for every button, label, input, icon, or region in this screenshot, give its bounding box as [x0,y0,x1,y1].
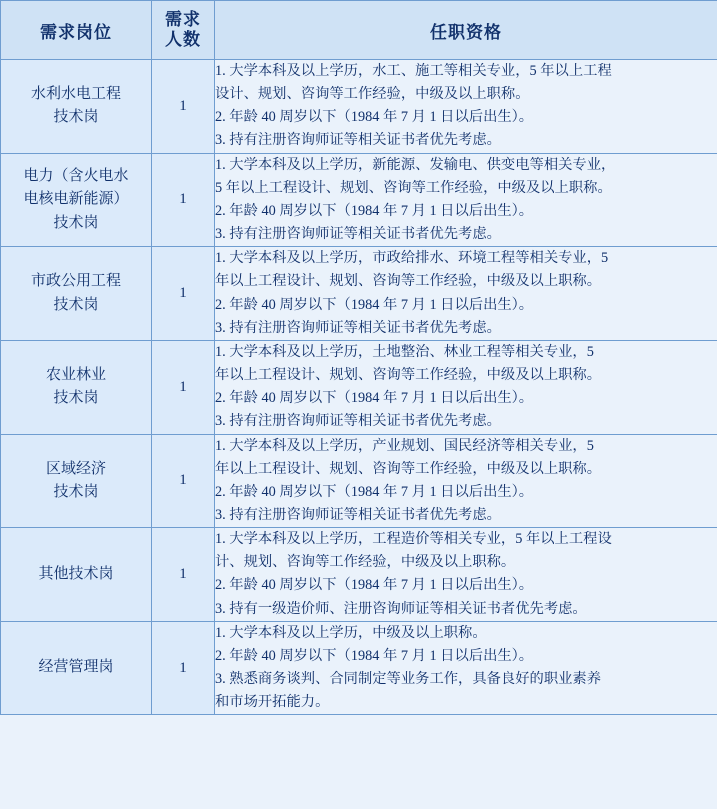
table-row [1,153,717,247]
post-line: 技术岗 [53,214,99,231]
post-line: 其他技术岗 [38,565,114,582]
post-line: 经营管理岗 [38,659,114,676]
post-line: 电核电新能源） [23,191,129,208]
cell-post [1,153,152,247]
column-header-qualification: 任职资格 [215,1,717,60]
post-line: 水利水电工程 [30,86,121,103]
cell-count: 1 [152,60,215,154]
table-row [1,247,717,341]
qualification-line: 年以上工程设计、规划、咨询等工作经验，中级及以上职称。 [215,273,602,290]
post-line: 技术岗 [53,296,99,313]
qualification-line: 1. 大学本科及以上学历，市政给排水、环境工程等相关专业，5 [215,250,609,267]
cell-count: 1 [152,434,215,528]
post-line: 电力（含火电水 [23,168,129,185]
column-header-count-line1: 需求 [165,10,201,30]
qualification-line: 3. 熟悉商务谈判、合同制定等业务工作，具备良好的职业素养 [215,671,602,688]
cell-post [1,60,152,154]
qualification-line: 2. 年龄 40 周岁以下（1984 年 7 月 1 日以后出生）。 [215,390,534,407]
table-header-row [1,1,717,60]
cell-post [1,434,152,528]
table-row [1,621,717,715]
qualification-line: 3. 持有注册咨询师证等相关证书者优先考虑。 [215,132,501,149]
cell-qualification [215,247,717,341]
cell-qualification [215,340,717,434]
cell-qualification [215,60,717,154]
cell-qualification [215,153,717,247]
cell-count: 1 [152,528,215,622]
qualification-line: 计、规划、咨询等工作经验，中级及以上职称。 [215,554,516,571]
column-header-count-line2: 人数 [165,30,201,49]
qualification-line: 1. 大学本科及以上学历，工程造价等相关专业，5 年以上工程设 [215,531,612,548]
table-row [1,434,717,528]
cell-count: 1 [152,621,215,715]
qualification-line: 和市场开拓能力。 [215,694,330,711]
qualification-line: 年以上工程设计、规划、咨询等工作经验，中级及以上职称。 [215,367,602,384]
qualification-line: 2. 年龄 40 周岁以下（1984 年 7 月 1 日以后出生）。 [215,296,534,313]
qualification-line: 3. 持有注册咨询师证等相关证书者优先考虑。 [215,319,501,336]
cell-post [1,247,152,341]
qualification-line: 1. 大学本科及以上学历，水工、施工等相关专业，5 年以上工程 [215,63,612,79]
table-header [1,1,717,60]
qualification-line: 2. 年龄 40 周岁以下（1984 年 7 月 1 日以后出生）。 [215,577,534,594]
post-line: 农业林业 [45,366,106,383]
cell-post [1,340,152,434]
cell-qualification [215,528,717,622]
qualification-line: 3. 持有一级造价师、注册咨询师证等相关证书者优先考虑。 [215,600,587,617]
table-body [1,60,717,715]
qualification-line: 2. 年龄 40 周岁以下（1984 年 7 月 1 日以后出生）。 [215,647,534,664]
qualification-line: 年以上工程设计、规划、咨询等工作经验，中级及以上职称。 [215,460,602,477]
table-row [1,528,717,622]
qualification-line: 1. 大学本科及以上学历，土地整治、林业工程等相关专业，5 [215,343,594,360]
table-row [1,60,717,154]
table-row [1,340,717,434]
cell-count: 1 [152,153,215,247]
cell-count: 1 [152,340,215,434]
qualification-line: 5 年以上工程设计、规划、咨询等工作经验，中级及以上职称。 [215,179,612,196]
post-line: 区域经济 [45,460,106,477]
qualification-line: 设计、规划、咨询等工作经验，中级及以上职称。 [215,86,530,103]
qualification-line: 3. 持有注册咨询师证等相关证书者优先考虑。 [215,413,501,430]
post-line: 市政公用工程 [30,273,121,290]
cell-qualification [215,434,717,528]
qualification-line: 3. 持有注册咨询师证等相关证书者优先考虑。 [215,506,501,523]
qualification-line: 3. 持有注册咨询师证等相关证书者优先考虑。 [215,226,501,243]
qualification-line: 2. 年龄 40 周岁以下（1984 年 7 月 1 日以后出生）。 [215,483,534,500]
qualification-line: 1. 大学本科及以上学历，产业规划、国民经济等相关专业，5 [215,437,594,454]
cell-count: 1 [152,247,215,341]
cell-post [1,621,152,715]
qualification-line: 2. 年龄 40 周岁以下（1984 年 7 月 1 日以后出生）。 [215,109,534,126]
qualification-line: 1. 大学本科及以上学历，新能源、发输电、供变电等相关专业， [215,156,616,173]
qualification-line: 1. 大学本科及以上学历，中级及以上职称。 [215,624,487,641]
post-line: 技术岗 [53,483,99,500]
column-header-post: 需求岗位 [1,1,152,60]
qualification-line: 2. 年龄 40 周岁以下（1984 年 7 月 1 日以后出生）。 [215,202,534,219]
post-line: 技术岗 [53,109,99,126]
cell-post [1,528,152,622]
cell-qualification [215,621,717,715]
post-line: 技术岗 [53,390,99,407]
column-header-count [152,1,215,60]
